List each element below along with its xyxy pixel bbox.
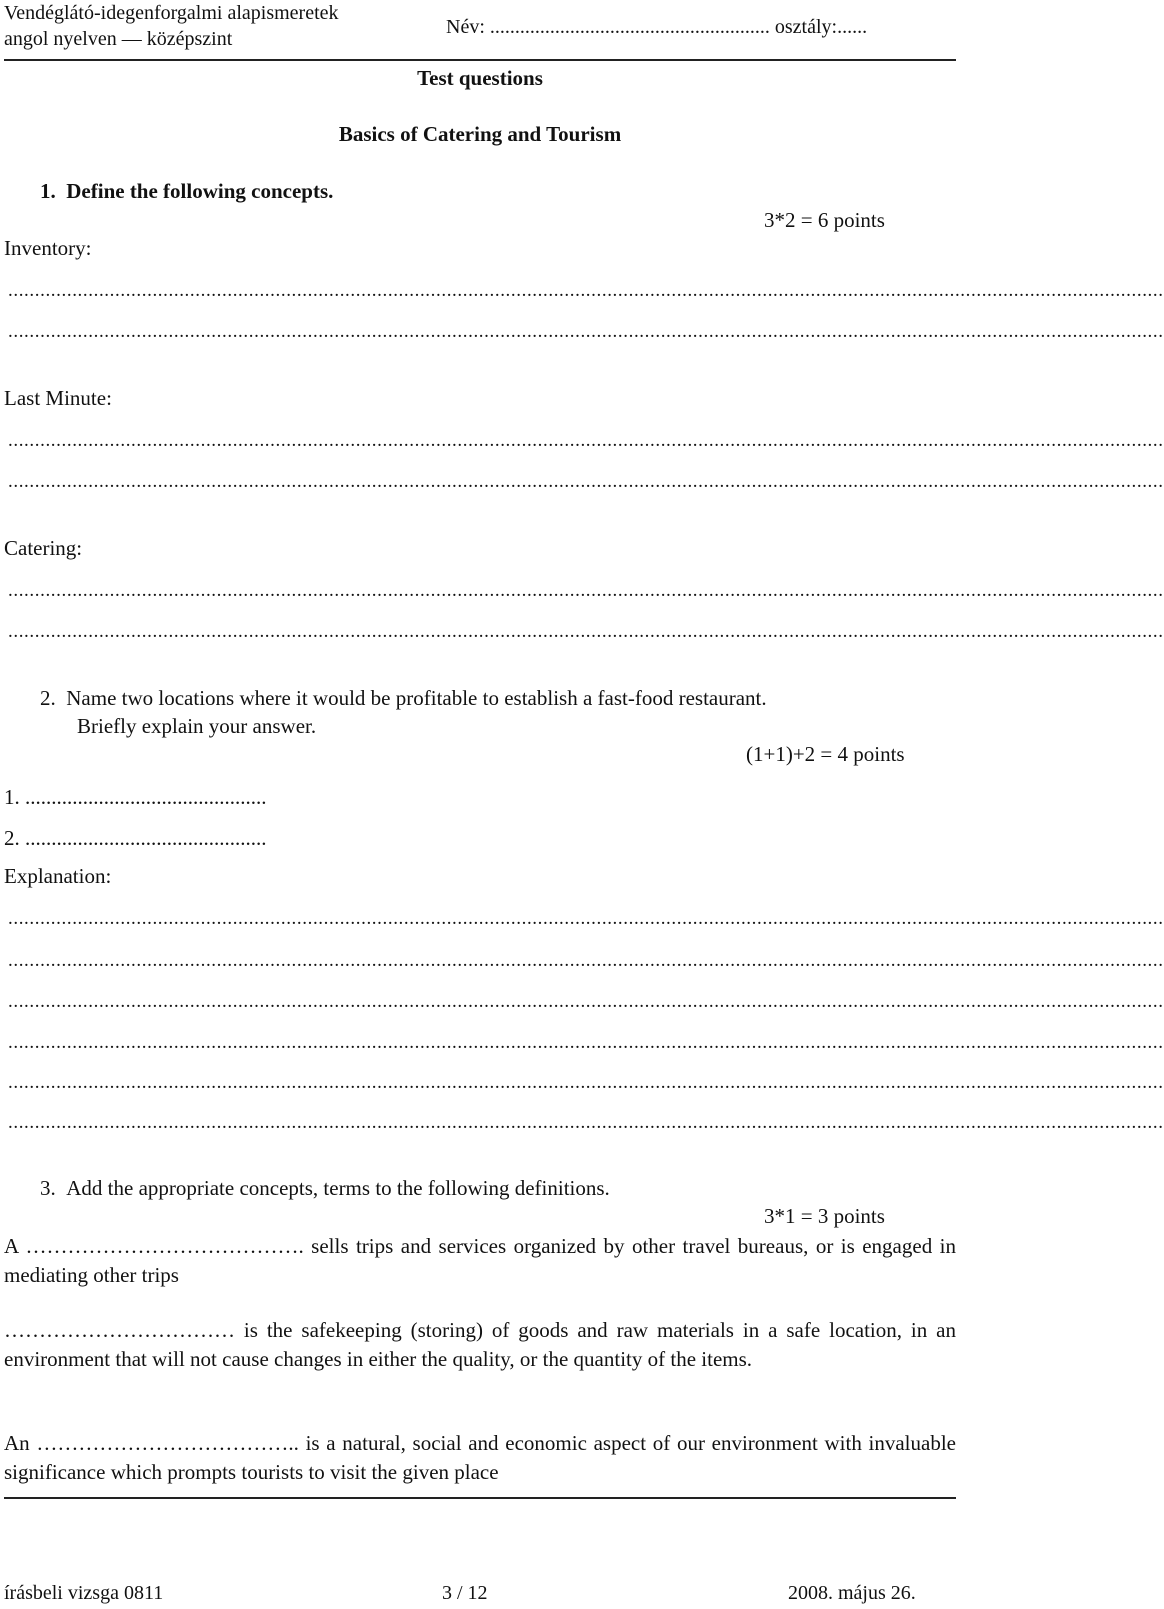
header-subject-line1: Vendéglátó-idegenforgalmi alapismeretek [4, 2, 339, 24]
q3-points: 3*1 = 3 points [764, 1204, 885, 1228]
q3-definition-1: A …………………………………. sells trips and services organized by other travel bureaus, or is engaged in mediating other trips [4, 1234, 956, 1287]
q2-line2: Briefly explain your answer. [77, 714, 317, 738]
answer-dotline[interactable]: ........................................................................................................................................................................................................................ [8, 430, 1164, 451]
answer-dotline[interactable]: ........................................................................................................................................................................................................................ [8, 991, 1164, 1012]
header-name-class: Név: ........................................................ osztály:...... [446, 16, 868, 38]
answer-dotline[interactable]: ........................................................................................................................................................................................................................ [8, 1032, 1164, 1053]
page-title: Test questions [417, 66, 543, 90]
page-subtitle: Basics of Catering and Tourism [338, 122, 622, 146]
q1-points: 3*2 = 6 points [764, 208, 885, 232]
q2-line1: 2. Name two locations where it would be profitable to establish a fast-food restaurant. [40, 686, 767, 710]
q3-definition-2: …………………………… is the safekeeping (storing) of goods and raw materials in a safe location, in an environment that will not cause changes in either the quality, or the quantity of the items. [4, 1318, 956, 1371]
footer-rule [4, 1497, 956, 1499]
q1-item-last-minute: Last Minute: [4, 386, 112, 410]
q1-heading: 1. Define the following concepts. [40, 179, 334, 203]
header-subject [4, 0, 339, 52]
answer-dotline[interactable]: ........................................................................................................................................................................................................................ [8, 471, 1164, 492]
q3-heading: 3. Add the appropriate concepts, terms to the following definitions. [40, 1176, 610, 1200]
answer-dotline[interactable]: ........................................................................................................................................................................................................................ [8, 1112, 1164, 1133]
answer-dotline[interactable]: ........................................................................................................................................................................................................................ [8, 1072, 1164, 1093]
q2-answer-2[interactable]: 2. .............................................. [4, 826, 267, 850]
answer-dotline[interactable]: ........................................................................................................................................................................................................................ [8, 321, 1164, 342]
q3-definition-3: An ……………………………….. is a natural, social and economic aspect of our environment with invaluable significance which prompts tourists to visit the given place [4, 1431, 956, 1484]
q2-answer-1[interactable]: 1. .............................................. [4, 785, 267, 809]
answer-dotline[interactable]: ........................................................................................................................................................................................................................ [8, 908, 1164, 929]
q1-item-inventory: Inventory: [4, 236, 92, 260]
header-rule [4, 59, 956, 61]
q2-explanation-label: Explanation: [4, 864, 112, 888]
footer-date: 2008. május 26. [788, 1582, 916, 1604]
q2-points: (1+1)+2 = 4 points [746, 742, 905, 766]
footer-page-number: 3 / 12 [442, 1582, 488, 1604]
answer-dotline[interactable]: ........................................................................................................................................................................................................................ [8, 950, 1164, 971]
answer-dotline[interactable]: ........................................................................................................................................................................................................................ [8, 580, 1164, 601]
answer-dotline[interactable]: ........................................................................................................................................................................................................................ [8, 621, 1164, 642]
footer-exam-id: írásbeli vizsga 0811 [4, 1582, 164, 1604]
header-subject-line2: angol nyelven — középszint [4, 28, 233, 50]
q1-item-catering: Catering: [4, 536, 83, 560]
answer-dotline[interactable]: ........................................................................................................................................................................................................................ [8, 280, 1164, 301]
